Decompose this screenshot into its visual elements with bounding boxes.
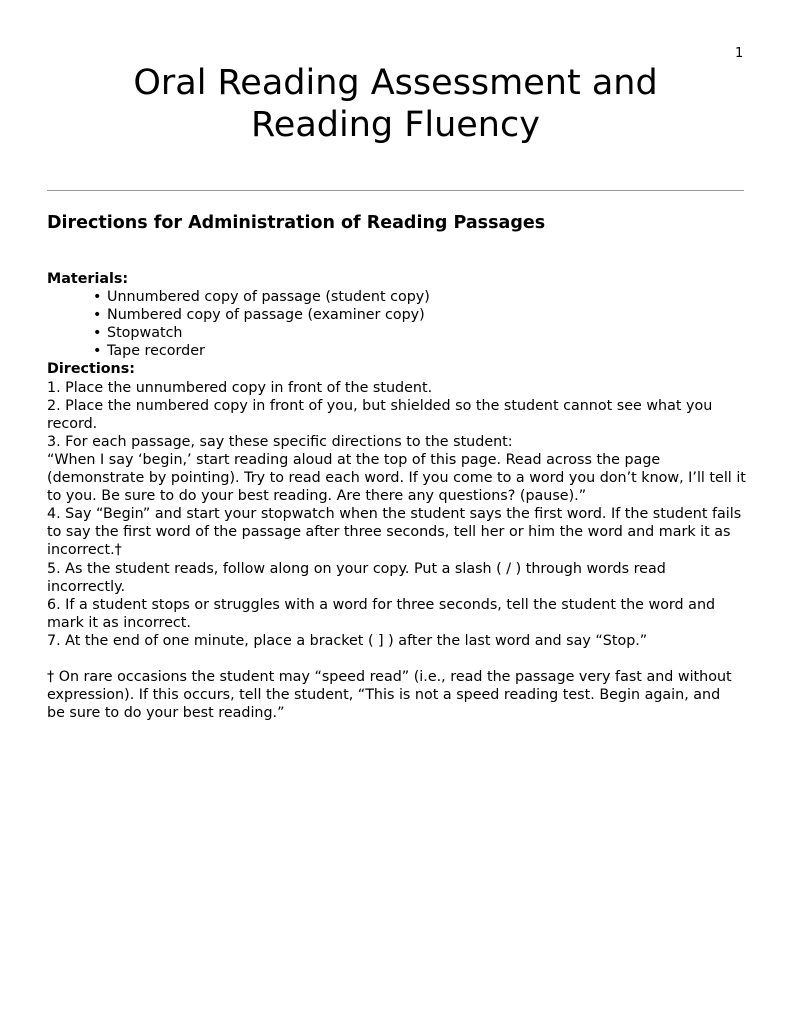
direction-step: 4. Say “Begin” and start your stopwatch when the student says the first word. If the student fails to say the first word of the passage after three seconds, tell her or him the word and mark it as incorrect.† [47,506,742,559]
list-item [93,324,747,342]
direction-step: 5. As the student reads, follow along on your copy. Put a slash ( / ) through words read incorrectly. [47,560,666,595]
bullet-icon: • [93,343,102,360]
direction-step: 2. Place the numbered copy in front of you, but shielded so the student cannot see what you record. [47,397,713,432]
footnote-line: † On rare occasions the student may “speed read” (i.e., read the passage very fast and without [47,669,732,686]
page-number: 1 [735,46,744,61]
document-title-line-1: Oral Reading Assessment and [133,63,658,103]
section-heading: Directions for Administration of Reading Passages [47,213,546,233]
document-body [47,270,747,722]
bullet-icon: • [93,325,102,342]
directions-list [47,379,747,650]
material-item-text: Stopwatch [107,325,183,342]
document-title-line-2: Reading Fluency [251,105,540,145]
direction-quote: “When I say ‘begin,’ start reading aloud at the top of this page. Read across the page (demonstrate by pointing). Try to read each word. If you come to a word you don’t know, I’ll tell it to you. Be sure to do your best reading. Are there any questions? (pause).” [47,451,746,505]
directions-label: Directions: [47,361,135,378]
footnote-line: expression). If this occurs, tell the student, “This is not a speed reading test. Begin again, and [47,687,721,704]
direction-step: 1. Place the unnumbered copy in front of the student. [47,379,433,396]
materials-list [47,288,747,360]
materials-label: Materials: [47,271,129,287]
title-divider [47,190,744,191]
footnote-line: be sure to do your best reading.” [47,705,285,722]
document-title [47,62,744,146]
direction-step: 3. For each passage, say these specific directions to the student: [47,433,513,450]
list-item [93,342,747,360]
material-item-text: Numbered copy of passage (examiner copy) [107,307,425,324]
list-item [93,288,747,306]
bullet-icon: • [93,307,102,324]
list-item [93,306,747,324]
direction-step: 6. If a student stops or struggles with a word for three seconds, tell the student the word and mark it as incorrect. [47,596,716,631]
material-item-text: Tape recorder [107,343,205,360]
material-item-text: Unnumbered copy of passage (student copy) [107,289,430,306]
bullet-icon: • [93,289,102,306]
spacer [47,650,747,668]
direction-step: 7. At the end of one minute, place a bracket ( ] ) after the last word and say “Stop.” [47,632,648,649]
footnote [47,668,747,722]
